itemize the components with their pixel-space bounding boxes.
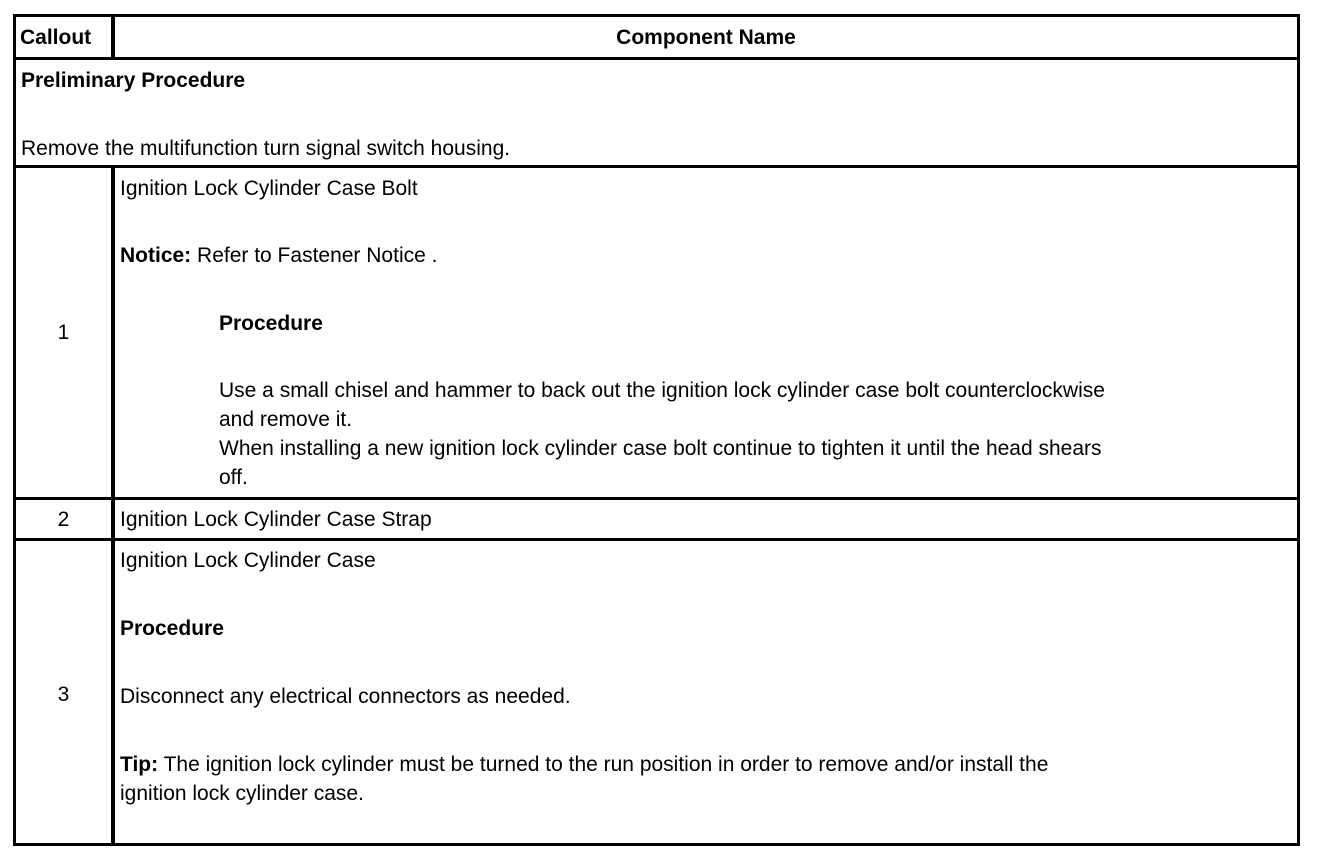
procedure-heading: Procedure xyxy=(219,312,323,335)
table-row xyxy=(16,500,1297,541)
procedure-step-line: off. xyxy=(219,466,248,489)
notice xyxy=(120,241,437,270)
callout-cell xyxy=(16,168,115,497)
procedure-table xyxy=(13,14,1300,846)
component-name: Ignition Lock Cylinder Case xyxy=(120,549,376,572)
component-name: Ignition Lock Cylinder Case Bolt xyxy=(120,177,418,200)
callout-cell xyxy=(16,541,115,843)
tip xyxy=(120,750,1048,779)
preliminary-title: Preliminary Procedure xyxy=(21,69,246,92)
tip-text: The ignition lock cylinder must be turned to the run position in order to remove and/or install the xyxy=(158,753,1049,776)
header-component-name: Component Name xyxy=(616,26,796,49)
component-name: Ignition Lock Cylinder Case Strap xyxy=(120,508,432,531)
procedure-step-line: Use a small chisel and hammer to back out the ignition lock cylinder case bolt counterclockwise xyxy=(219,379,1105,402)
tip-label: Tip: xyxy=(120,753,159,776)
header-component-cell xyxy=(115,17,1297,57)
table-row xyxy=(16,168,1297,500)
component-cell xyxy=(115,500,1297,538)
callout-number: 2 xyxy=(57,508,70,531)
tip-text-line: ignition lock cylinder case. xyxy=(120,782,364,805)
callout-number: 1 xyxy=(57,321,70,344)
callout-cell xyxy=(16,500,115,538)
table-row xyxy=(16,541,1297,843)
preliminary-row xyxy=(16,60,1297,168)
notice-text: Refer to Fastener Notice . xyxy=(191,244,438,267)
procedure-step-line: When installing a new ignition lock cylinder case bolt continue to tighten it until the head shears xyxy=(219,437,1102,460)
callout-number: 3 xyxy=(57,683,70,706)
preliminary-text: Remove the multifunction turn signal switch housing. xyxy=(21,137,511,160)
component-cell xyxy=(115,168,1297,497)
header-callout-cell xyxy=(16,17,115,57)
procedure-step: Disconnect any electrical connectors as needed. xyxy=(120,685,571,708)
procedure-heading: Procedure xyxy=(120,617,224,640)
procedure-step-line: and remove it. xyxy=(219,408,353,431)
header-callout: Callout xyxy=(20,26,92,49)
table-header-row xyxy=(16,17,1297,60)
notice-label: Notice: xyxy=(120,244,192,267)
component-cell xyxy=(115,541,1297,843)
